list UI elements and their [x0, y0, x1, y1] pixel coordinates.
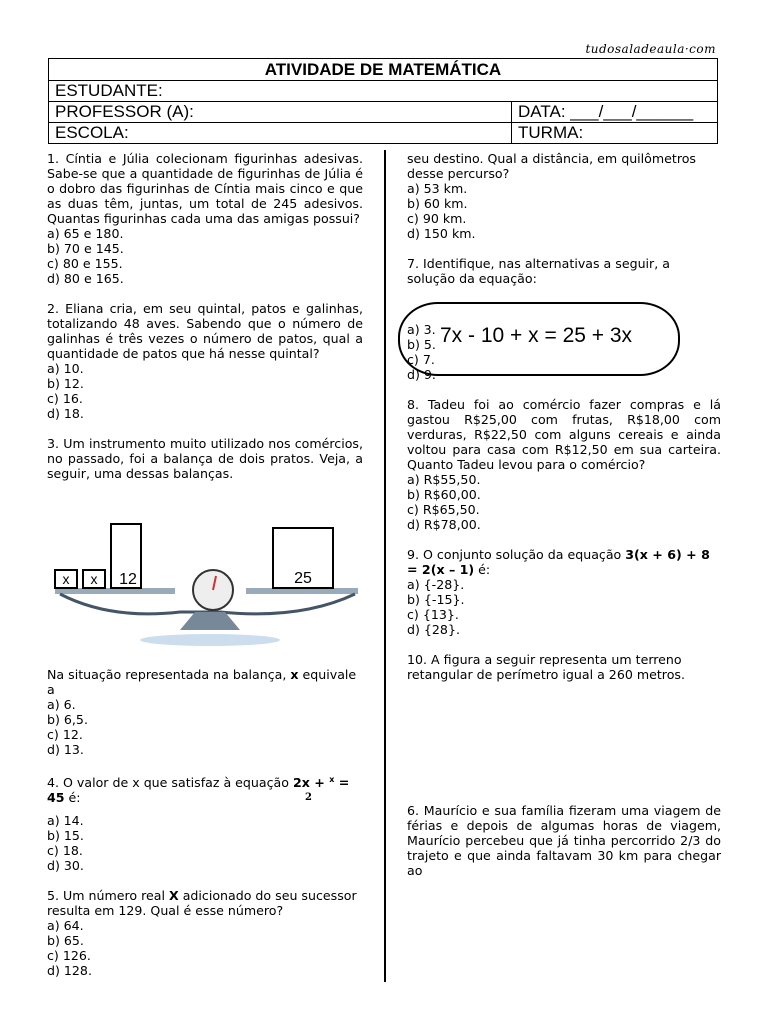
- q1-option-a: a) 65 e 180.: [47, 226, 124, 241]
- q1-option-b: b) 70 e 145.: [47, 241, 124, 256]
- question-10-text: 10. A figura a seguir representa um terreno retangular de perímetro igual a 260 metros.: [407, 652, 685, 682]
- q2-option-b: b) 12.: [47, 376, 84, 391]
- scale-base: [180, 612, 240, 630]
- q3-option-a: a) 6.: [47, 697, 76, 712]
- q5-option-c: c) 126.: [47, 948, 91, 964]
- question-6-text: 6. Maurício e sua família fizeram uma viagem de férias e depois de algumas horas de viagem, Maurício percebeu que já tinha percorrido 2/3 do trajeto e que ainda faltavam 30 km para chegar ao: [407, 803, 721, 878]
- q7-option-b: b) 5.: [407, 337, 436, 352]
- q4-option-d: d) 30.: [47, 858, 84, 874]
- q7-option-c: c) 7.: [407, 352, 435, 367]
- site-watermark: tudosaladeaula·com: [585, 42, 716, 56]
- question-5-text: 5. Um número real X adicionado do seu sucessor resulta em 129. Qual é esse número?: [47, 888, 357, 919]
- q4-option-c: c) 18.: [47, 843, 83, 859]
- left-column: [47, 151, 363, 481]
- q2-option-a: a) 10.: [47, 361, 84, 376]
- page-title: ATIVIDADE DE MATEMÁTICA: [49, 59, 718, 81]
- question-8-text: 8. Tadeu foi ao comércio fazer compras e lá gastou R$25,00 com frutas, R$18,00 com verduras, R$22,50 com alguns cereais e ainda voltou para casa com R$12,50 em sua carteira. Quanto Tadeu levou para o comércio?: [407, 397, 721, 472]
- scale-shadow: [140, 634, 280, 646]
- left-column-bottom: [47, 667, 363, 978]
- q4-option-a: a) 14.: [47, 813, 84, 829]
- teacher-field: PROFESSOR (A):: [49, 102, 512, 123]
- right-column: [407, 151, 721, 286]
- student-field: ESTUDANTE:: [49, 81, 718, 102]
- question-6-continuation: seu destino. Qual a distância, em quilômetros desse percurso?: [407, 151, 696, 181]
- right-weight-25-label: 25: [294, 570, 312, 587]
- q8-option-a: a) R$55,50.: [407, 472, 481, 487]
- right-column-bottom: [407, 803, 721, 878]
- question-9-text: 9. O conjunto solução da equação 3(x + 6) + 8 = 2(x – 1) é:: [407, 547, 710, 577]
- left-weight-x2-label: x: [90, 571, 98, 587]
- q2-option-d: d) 18.: [47, 406, 84, 421]
- q7-options: [407, 322, 437, 382]
- q8-option-d: d) R$78,00.: [407, 517, 481, 532]
- fraction-denominator: 2: [305, 792, 312, 803]
- q9-option-b: b) {-15}.: [407, 592, 465, 607]
- q3-option-d: d) 13.: [47, 742, 84, 757]
- q9-option-a: a) {-28}.: [407, 577, 465, 592]
- q7-option-a: a) 3.: [407, 322, 436, 337]
- q8-option-b: b) R$60,00.: [407, 487, 481, 502]
- question-1-text: 1. Cíntia e Júlia colecionam figurinhas adesivas. Sabe-se que a quantidade de figurinhas de Júlia é o dobro das figurinhas de Cíntia mais cinco e que as duas têm, juntas, um total de 245 adesivos. Quantas figurinhas cada uma das amigas possui?: [47, 151, 363, 226]
- q5-option-b: b) 65.: [47, 933, 84, 949]
- class-field: TURMA:: [512, 123, 718, 144]
- right-column-middle: [407, 397, 721, 682]
- equation-7: 7x - 10 + x = 25 + 3x: [440, 324, 633, 347]
- school-field: ESCOLA:: [49, 123, 512, 144]
- q5-option-a: a) 64.: [47, 918, 84, 934]
- q3-option-b: b) 6,5.: [47, 712, 88, 727]
- q3-option-c: c) 12.: [47, 727, 83, 742]
- q9-option-d: d) {28}.: [407, 622, 460, 637]
- q6-option-c: c) 90 km.: [407, 211, 467, 226]
- q8-option-c: c) R$65,50.: [407, 502, 480, 517]
- date-field: DATA: ___/___/______: [512, 102, 718, 123]
- q4-option-b: b) 15.: [47, 828, 84, 844]
- left-weight-x1-label: x: [62, 571, 70, 587]
- q6-option-a: a) 53 km.: [407, 181, 468, 196]
- q1-option-c: c) 80 e 155.: [47, 256, 123, 271]
- q6-option-b: b) 60 km.: [407, 196, 468, 211]
- q9-option-c: c) {13}.: [407, 607, 459, 622]
- balance-scale-illustration: [50, 520, 365, 650]
- question-7-text: 7. Identifique, nas alternativas a seguir, a solução da equação:: [407, 256, 670, 286]
- header-table: [48, 58, 718, 144]
- column-divider: [384, 150, 386, 982]
- question-4-text: 4. O valor de x que satisfaz à equação 2x + $^x$ = 45 é:: [47, 775, 350, 806]
- q1-option-d: d) 80 e 165.: [47, 271, 124, 286]
- question-3-followup: Na situação representada na balança, x equivale a: [47, 667, 357, 697]
- q2-option-c: c) 16.: [47, 391, 83, 406]
- question-3-text: 3. Um instrumento muito utilizado nos comércios, no passado, foi a balança de dois pratos. Veja, a seguir, uma dessas balanças.: [47, 436, 363, 481]
- question-2-text: 2. Eliana cria, em seu quintal, patos e galinhas, totalizando 48 aves. Sabendo que o número de galinhas é três vezes o número de patos, qual a quantidade de patos que há nesse quintal?: [47, 301, 363, 361]
- q6-option-d: d) 150 km.: [407, 226, 476, 241]
- left-weight-12-label: 12: [119, 571, 137, 588]
- q5-option-d: d) 128.: [47, 963, 92, 979]
- q7-option-d: d) 9.: [407, 367, 436, 382]
